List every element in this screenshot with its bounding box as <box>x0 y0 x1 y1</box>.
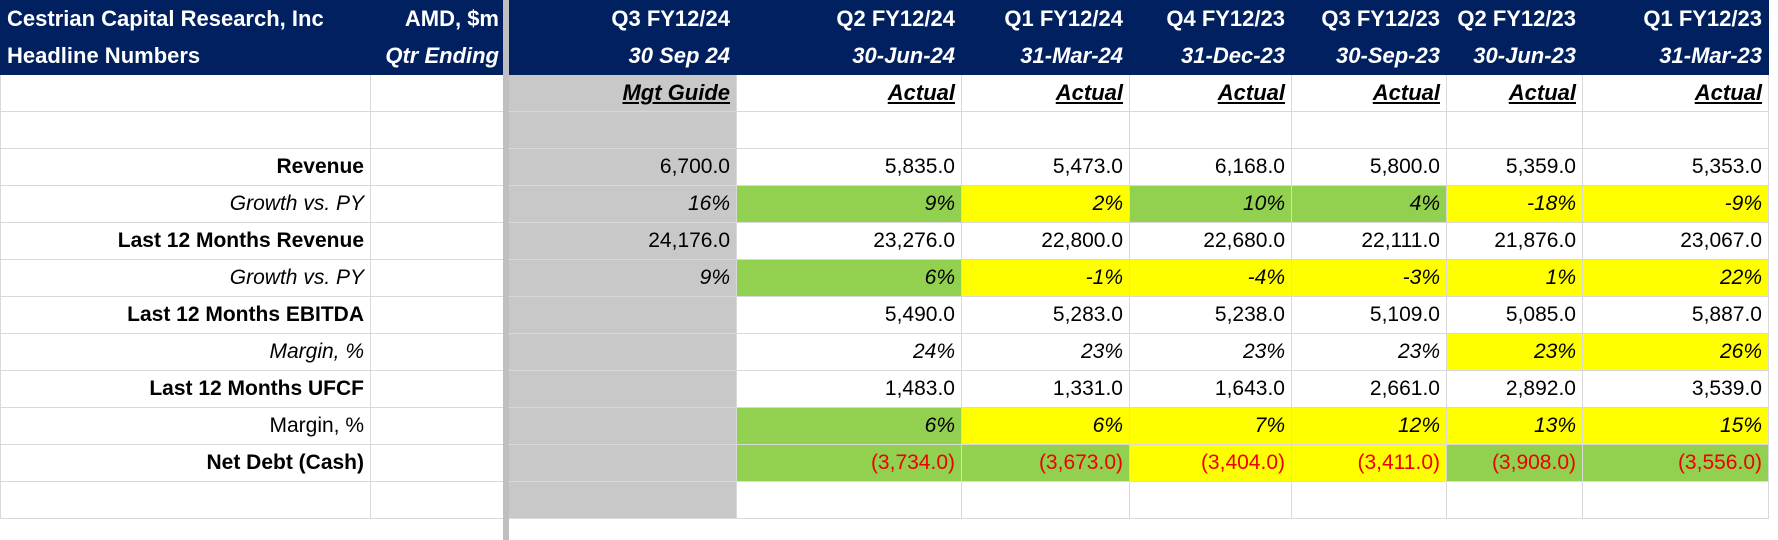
value-cell[interactable]: 10% <box>1130 186 1292 223</box>
value-cell[interactable]: 5,473.0 <box>962 149 1130 186</box>
value-cell[interactable]: 2,892.0 <box>1447 371 1583 408</box>
value-cell[interactable]: -4% <box>1130 260 1292 297</box>
value-cell[interactable]: 21,876.0 <box>1447 223 1583 260</box>
row-label-cell[interactable]: Last 12 Months UFCF <box>1 371 371 408</box>
table-row <box>1 260 1769 297</box>
table-row <box>1 408 1769 445</box>
company-name-cell[interactable]: Cestrian Capital Research, Inc <box>1 1 371 38</box>
value-cell[interactable]: 1,483.0 <box>737 371 962 408</box>
status-cell[interactable]: Actual <box>962 75 1130 112</box>
value-cell[interactable] <box>506 334 737 371</box>
empty-cell[interactable] <box>1 112 371 149</box>
empty-cell[interactable] <box>371 260 506 297</box>
row-label-cell[interactable]: Margin, % <box>1 334 371 371</box>
empty-cell[interactable] <box>506 482 737 519</box>
value-cell[interactable]: 22,680.0 <box>1130 223 1292 260</box>
value-cell[interactable]: 23% <box>962 334 1130 371</box>
row-label-cell[interactable]: Net Debt (Cash) <box>1 445 371 482</box>
value-cell[interactable]: 1% <box>1447 260 1583 297</box>
empty-cell[interactable] <box>1 75 371 112</box>
value-cell[interactable]: 1,331.0 <box>962 371 1130 408</box>
empty-cell[interactable] <box>1447 112 1583 149</box>
value-cell[interactable]: (3,734.0) <box>737 445 962 482</box>
value-cell[interactable]: 9% <box>737 186 962 223</box>
quarter-header-cell[interactable]: Q1 FY12/24 <box>962 1 1130 38</box>
empty-cell[interactable] <box>962 112 1130 149</box>
value-cell[interactable]: 13% <box>1447 408 1583 445</box>
value-cell[interactable]: 5,887.0 <box>1583 297 1769 334</box>
status-cell[interactable]: Mgt Guide <box>506 75 737 112</box>
date-header-cell[interactable]: 30-Jun-23 <box>1447 38 1583 75</box>
value-cell[interactable]: 23% <box>1447 334 1583 371</box>
value-cell[interactable]: 6,700.0 <box>506 149 737 186</box>
blank-row <box>1 112 1769 149</box>
value-cell[interactable]: 3,539.0 <box>1583 371 1769 408</box>
empty-cell[interactable] <box>371 297 506 334</box>
ticker-units-cell[interactable]: AMD, $m <box>371 1 506 38</box>
row-label-cell[interactable]: Growth vs. PY <box>1 260 371 297</box>
header-row-title <box>1 1 1769 38</box>
value-cell[interactable]: 6% <box>962 408 1130 445</box>
value-cell[interactable]: -9% <box>1583 186 1769 223</box>
value-cell[interactable]: (3,673.0) <box>962 445 1130 482</box>
table-row <box>1 371 1769 408</box>
empty-cell[interactable] <box>371 334 506 371</box>
row-label-cell[interactable]: Last 12 Months EBITDA <box>1 297 371 334</box>
empty-cell[interactable] <box>371 482 506 519</box>
empty-cell[interactable] <box>371 371 506 408</box>
value-cell[interactable]: -3% <box>1292 260 1447 297</box>
value-cell[interactable]: 23% <box>1130 334 1292 371</box>
quarter-header-cell[interactable]: Q2 FY12/23 <box>1447 1 1583 38</box>
value-cell[interactable]: (3,411.0) <box>1292 445 1447 482</box>
empty-cell[interactable] <box>1447 482 1583 519</box>
value-cell[interactable]: 7% <box>1130 408 1292 445</box>
empty-cell[interactable] <box>371 186 506 223</box>
value-cell[interactable]: 5,238.0 <box>1130 297 1292 334</box>
date-header-cell[interactable]: 30-Sep-23 <box>1292 38 1447 75</box>
value-cell[interactable]: 2,661.0 <box>1292 371 1447 408</box>
quarter-header-cell[interactable]: Q3 FY12/24 <box>506 1 737 38</box>
status-cell[interactable]: Actual <box>1292 75 1447 112</box>
value-cell[interactable]: 26% <box>1583 334 1769 371</box>
value-cell[interactable]: 6,168.0 <box>1130 149 1292 186</box>
date-header-cell[interactable]: 30 Sep 24 <box>506 38 737 75</box>
value-cell[interactable]: 5,359.0 <box>1447 149 1583 186</box>
value-cell[interactable] <box>506 445 737 482</box>
value-cell[interactable] <box>506 371 737 408</box>
value-cell[interactable]: 5,283.0 <box>962 297 1130 334</box>
value-cell[interactable]: 22% <box>1583 260 1769 297</box>
value-cell[interactable]: 12% <box>1292 408 1447 445</box>
value-cell[interactable]: 24,176.0 <box>506 223 737 260</box>
value-cell[interactable]: 24% <box>737 334 962 371</box>
value-cell[interactable]: -18% <box>1447 186 1583 223</box>
empty-cell[interactable] <box>1292 112 1447 149</box>
value-cell[interactable]: 6% <box>737 408 962 445</box>
empty-cell[interactable] <box>371 75 506 112</box>
value-cell[interactable]: 4% <box>1292 186 1447 223</box>
value-cell[interactable]: 5,835.0 <box>737 149 962 186</box>
empty-cell[interactable] <box>371 223 506 260</box>
value-cell[interactable]: 16% <box>506 186 737 223</box>
quarter-header-cell[interactable]: Q3 FY12/23 <box>1292 1 1447 38</box>
empty-cell[interactable] <box>1583 112 1769 149</box>
table-row <box>1 334 1769 371</box>
value-cell[interactable]: 1,643.0 <box>1130 371 1292 408</box>
header-row-dates <box>1 38 1769 75</box>
value-cell[interactable]: (3,908.0) <box>1447 445 1583 482</box>
row-label-cell[interactable]: Last 12 Months Revenue <box>1 223 371 260</box>
date-header-cell[interactable]: 30-Jun-24 <box>737 38 962 75</box>
value-cell[interactable]: 2% <box>962 186 1130 223</box>
table-row <box>1 149 1769 186</box>
empty-cell[interactable] <box>371 149 506 186</box>
value-cell[interactable]: 22,800.0 <box>962 223 1130 260</box>
status-cell[interactable]: Actual <box>737 75 962 112</box>
qtr-ending-label-cell[interactable]: Qtr Ending <box>371 38 506 75</box>
value-cell[interactable]: 6% <box>737 260 962 297</box>
status-row <box>1 75 1769 112</box>
empty-cell[interactable] <box>1 482 371 519</box>
table-row <box>1 445 1769 482</box>
value-cell[interactable]: 15% <box>1583 408 1769 445</box>
table-row <box>1 297 1769 334</box>
table-row <box>1 186 1769 223</box>
value-cell[interactable]: 5,353.0 <box>1583 149 1769 186</box>
row-label-cell[interactable]: Margin, % <box>1 408 371 445</box>
status-cell[interactable]: Actual <box>1447 75 1583 112</box>
value-cell[interactable]: (3,556.0) <box>1583 445 1769 482</box>
table-row <box>1 223 1769 260</box>
date-header-cell[interactable]: 31-Mar-23 <box>1583 38 1769 75</box>
value-cell[interactable]: 5,800.0 <box>1292 149 1447 186</box>
quarter-header-cell[interactable]: Q2 FY12/24 <box>737 1 962 38</box>
date-header-cell[interactable]: 31-Dec-23 <box>1130 38 1292 75</box>
date-header-cell[interactable]: 31-Mar-24 <box>962 38 1130 75</box>
value-cell[interactable]: 5,490.0 <box>737 297 962 334</box>
empty-cell[interactable] <box>1292 482 1447 519</box>
subtitle-cell[interactable]: Headline Numbers <box>1 38 371 75</box>
value-cell[interactable]: 5,085.0 <box>1447 297 1583 334</box>
frozen-pane-divider[interactable] <box>503 0 509 540</box>
empty-cell[interactable] <box>371 445 506 482</box>
value-cell[interactable]: 23% <box>1292 334 1447 371</box>
status-cell[interactable]: Actual <box>1583 75 1769 112</box>
empty-cell[interactable] <box>371 408 506 445</box>
value-cell[interactable]: 23,276.0 <box>737 223 962 260</box>
value-cell[interactable] <box>506 297 737 334</box>
value-cell[interactable]: 22,111.0 <box>1292 223 1447 260</box>
value-cell[interactable]: -1% <box>962 260 1130 297</box>
row-label-cell[interactable]: Revenue <box>1 149 371 186</box>
value-cell[interactable]: 23,067.0 <box>1583 223 1769 260</box>
quarter-header-cell[interactable]: Q1 FY12/23 <box>1583 1 1769 38</box>
empty-cell[interactable] <box>962 482 1130 519</box>
value-cell[interactable] <box>506 408 737 445</box>
blank-row <box>1 482 1769 519</box>
row-label-cell[interactable]: Growth vs. PY <box>1 186 371 223</box>
empty-cell[interactable] <box>1130 482 1292 519</box>
status-cell[interactable]: Actual <box>1130 75 1292 112</box>
empty-cell[interactable] <box>1583 482 1769 519</box>
empty-cell[interactable] <box>737 482 962 519</box>
value-cell[interactable]: 5,109.0 <box>1292 297 1447 334</box>
empty-cell[interactable] <box>737 112 962 149</box>
empty-cell[interactable] <box>371 112 506 149</box>
empty-cell[interactable] <box>1130 112 1292 149</box>
value-cell[interactable]: 9% <box>506 260 737 297</box>
quarter-header-cell[interactable]: Q4 FY12/23 <box>1130 1 1292 38</box>
value-cell[interactable]: (3,404.0) <box>1130 445 1292 482</box>
empty-cell[interactable] <box>506 112 737 149</box>
